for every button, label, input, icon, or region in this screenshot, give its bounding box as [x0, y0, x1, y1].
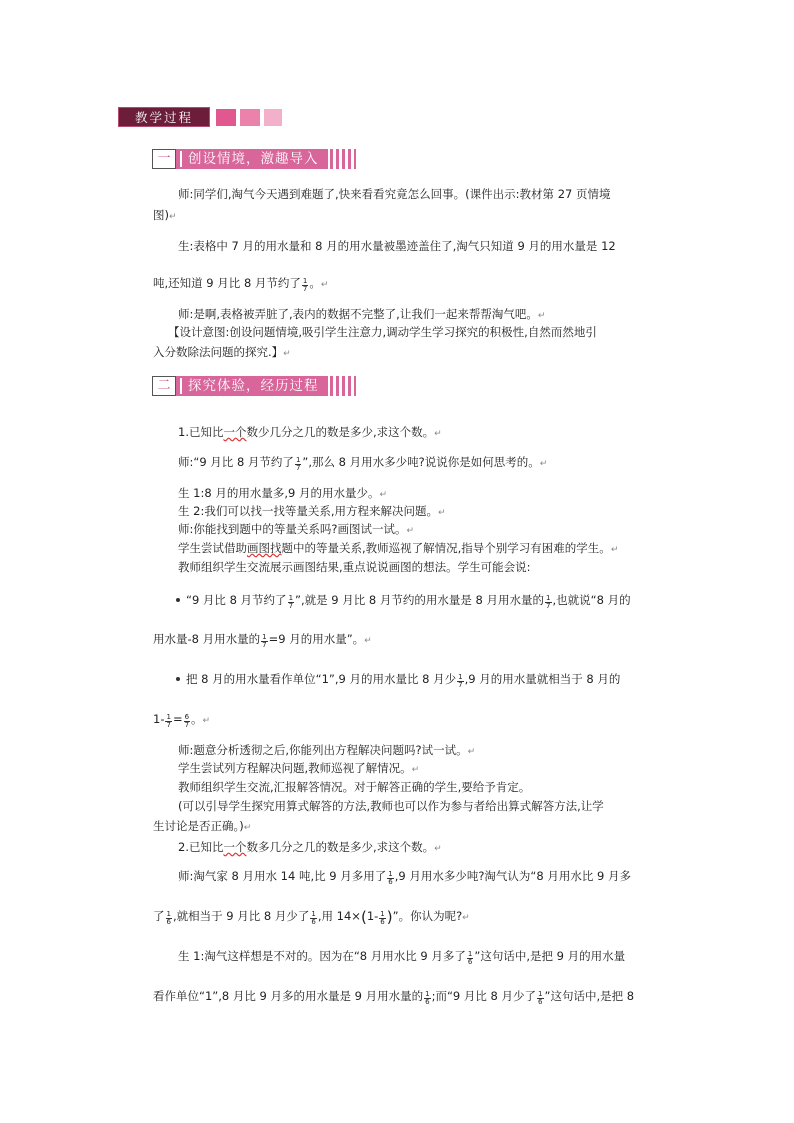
para-teacher-response: 师:是啊,表格被弄脏了,表内的数据不完整了,让我们一起来帮帮淘气吧。↵	[178, 307, 546, 321]
topic-1-heading: 1.已知比一个数少几分之几的数是多少,求这个数。↵	[178, 425, 442, 439]
para-teacher-intro: 师:同学们,淘气今天遇到难题了,快来看看究竟怎么回事。(课件出示:教材第 27 页情境	[178, 187, 611, 201]
para-student-answer-cont: 吨,还知道 9 月比 8 月节约了 $\frac{1}{7}$ 。↵	[153, 276, 329, 293]
students-try-equation: 学生尝试列方程解决问题,教师巡视了解情况。↵	[178, 761, 420, 775]
section-number: 一	[152, 149, 176, 169]
note-arithmetic-method: (可以引导学生探究用算式解答的方法,教师也可以作为参与者给出算式解答方法,让学	[178, 799, 604, 813]
bullet-point-1-cont: 用水量-8 月用水量的 $\frac{1}{7}$ =9 月的用水量”。↵	[153, 632, 372, 649]
bullet-point-2: 把 8 月的用水量看作单位“1”,9 月的用水量比 8 月少 $\frac{1}{7}$ ,9 月的用水量就相当于 8 月的	[176, 671, 620, 689]
design-intent-cont: 入分数除法问题的探究.】↵	[153, 345, 291, 359]
section-number: 二	[152, 376, 176, 396]
teacher-question-1: 师:“9 月比 8 月节约了 $\frac{1}{7}$ ”,那么 8 月用水多少吨?说说你是如何思考的。↵	[178, 455, 548, 472]
teacher-prompt-draw: 师:你能找到题中的等量关系吗?画图试一试。↵	[178, 522, 415, 536]
section-title-bar	[176, 376, 328, 396]
note-arithmetic-method-cont: 生讨论是否正确。)↵	[153, 819, 252, 833]
teacher-organize-share: 教师组织学生交流展示画图结果,重点说说画图的想法。学生可能会说:	[178, 560, 531, 574]
banner-square-1	[216, 109, 236, 126]
student-1-analysis-cont: 看作单位“1”,8 月比 9 月多的用水量是 9 月用水量的 $\frac{1}{6}$ ;而“9 月比 8 月少了 $\frac{1}{6}$ ”这句话中,是把 8	[153, 989, 635, 1006]
section-stripes	[330, 376, 356, 396]
para-student-answer: 生:表格中 7 月的用水量和 8 月的用水量被墨迹盖住了,淘气只知道 9 月的用水量是 12	[178, 239, 616, 253]
section-title: 探究体验，经历过程	[188, 378, 319, 394]
fraction-1-7: $\frac{1}{7}$	[302, 277, 308, 293]
teacher-organize-report: 教师组织学生交流,汇报解答情况。对于解答正确的学生,要给予肯定。	[178, 780, 531, 794]
teacher-equation-prompt: 师:题意分析透彻之后,你能列出方程解决问题吗?试一试。↵	[178, 743, 476, 757]
section-title: 创设情境，激趣导入	[188, 151, 319, 167]
banner-square-3	[264, 109, 282, 126]
teacher-question-2-cont: 了 $\frac{1}{6}$ ,就相当于 9 月比 8 月少了 $\frac{1}{6}$ ,用 14×(1- $\frac{1}{6}$ )”。你认为呢?↵	[153, 908, 470, 926]
section-stripes	[330, 149, 356, 169]
teacher-question-2: 师:淘气家 8 月用水 14 吨,比 9 月多用了 $\frac{1}{6}$ ,9 月用水多少吨?淘气认为“8 月用水比 9 月多	[178, 869, 631, 886]
student-1-answer: 生 1:8 月的用水量多,9 月的用水量少。↵	[178, 486, 387, 500]
bullet-point-1: “9 月比 8 月节约了 $\frac{1}{7}$ ”,就是 9 月比 8 月节约的用水量是 8 月用水量的 $\frac{1}{7}$ ,也就说“8 月的	[176, 592, 631, 610]
bullet-point-2-cont: 1- $\frac{1}{7}$ = $\frac{6}{7}$ 。↵	[153, 712, 211, 729]
banner-label: 教学过程	[118, 107, 210, 127]
student-2-answer: 生 2:我们可以找一找等量关系,用方程来解决问题。↵	[178, 504, 446, 518]
para-teacher-intro-cont: 图)↵	[153, 208, 177, 222]
banner-square-2	[240, 109, 260, 126]
section-title-bar	[176, 149, 328, 169]
students-try-drawing: 学生尝试借助画图找题中的等量关系,教师巡视了解情况,指导个别学习有困难的学生。↵	[178, 541, 619, 555]
design-intent: 【设计意图:创设问题情境,吸引学生注意力,调动学生学习探究的积极性,自然而然地引	[168, 325, 597, 339]
student-1-analysis: 生 1:淘气这样想是不对的。因为在“8 月用水比 9 月多了 $\frac{1}{6}$ ”这句话中,是把 9 月的用水量	[178, 949, 626, 966]
topic-2-heading: 2.已知比一个数多几分之几的数是多少,求这个数。↵	[178, 840, 442, 854]
